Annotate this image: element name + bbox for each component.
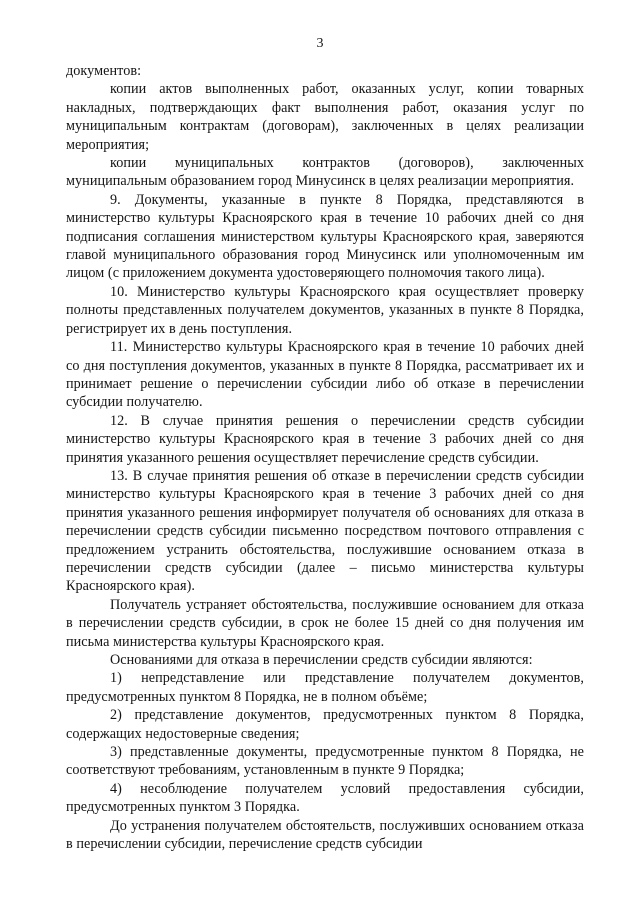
list-item-ground-1: 1) непредставление или представление получателем документов, предусмотренных пунктом 8 Порядка, не в полном объёме; [66, 670, 584, 705]
page-number: 3 [316, 36, 324, 51]
paragraph-contracts-copies: копии муниципальных контрактов (договоров), заключенных муниципальным образованием город Минусинск в целях реализации мероприятия. [66, 155, 584, 190]
paragraph-clause-13: 13. В случае принятия решения об отказе в перечислении средств субсидии министерство культуры Красноярского края в течение 3 рабочих дней со дня принятия указанного решения информирует получателя об основаниях для отказа в перечислении средств субсидии письменно посредством почтового отправления с предложением устранить обстоятельства, послужившие основанием отказа в перечислении средств субсидии (далее – письмо министерства культуры Красноярского края). [66, 467, 584, 595]
list-item-ground-3: 3) представленные документы, предусмотренные пунктом 8 Порядка, не соответствуют требованиям, установленным в пункте 9 Порядка; [66, 744, 584, 779]
paragraph-clause-9: 9. Документы, указанные в пункте 8 Порядка, представляются в министерство культуры Красноярского края в течение 10 рабочих дней со дня подписания соглашения министерством культуры Красноярского края, заверяются главой муниципального образования город Минусинск или уполномоченным им лицом (с приложением документа удостоверяющего полномочия такого лица). [66, 191, 584, 282]
paragraph-recipient-remedy: Получатель устраняет обстоятельства, послужившие основанием для отказа в перечислении средств субсидии, в срок не более 15 дней со дня получения им письма министерства культуры Красноярского края. [66, 596, 584, 650]
document-body [66, 62, 584, 853]
paragraph-refusal-grounds-intro: Основаниями для отказа в перечислении средств субсидии являются: [110, 652, 533, 668]
list-item-ground-2: 2) представление документов, предусмотренных пунктом 8 Порядка, содержащих недостоверные сведения; [66, 707, 584, 742]
paragraph-continuation: документов: [66, 63, 142, 79]
paragraph-clause-12: 12. В случае принятия решения о перечислении средств субсидии министерство культуры Красноярского края в течение 3 рабочих дней со дня принятия указанного решения осуществляет перечисление средств субсидии. [66, 412, 584, 466]
paragraph-clause-10: 10. Министерство культуры Красноярского края осуществляет проверку полноты представленных получателем документов, указанных в пункте 8 Порядка, регистрирует их в день поступления. [66, 283, 584, 337]
list-item-ground-4: 4) несоблюдение получателем условий предоставления субсидии, предусмотренных пунктом 3 Порядка. [66, 780, 584, 816]
paragraph-clause-11: 11. Министерство культуры Красноярского края в течение 10 рабочих дней со дня поступления документов, указанных в пункте 8 Порядка, рассматривает их и принимает решение о перечислении субсидии либо об отказе в перечислении субсидии получателю. [66, 339, 584, 411]
paragraph-until-remedy: До устранения получателем обстоятельств, послуживших основанием отказа в перечислении субсидии, перечисление средств субсидии [66, 817, 584, 853]
paragraph-acts-copies: копии актов выполненных работ, оказанных услуг, копии товарных накладных, подтверждающих факт выполнения работ, оказания услуг по муниципальным контрактам (договорам), заключенных в целях реализации мероприятия; [66, 81, 584, 153]
